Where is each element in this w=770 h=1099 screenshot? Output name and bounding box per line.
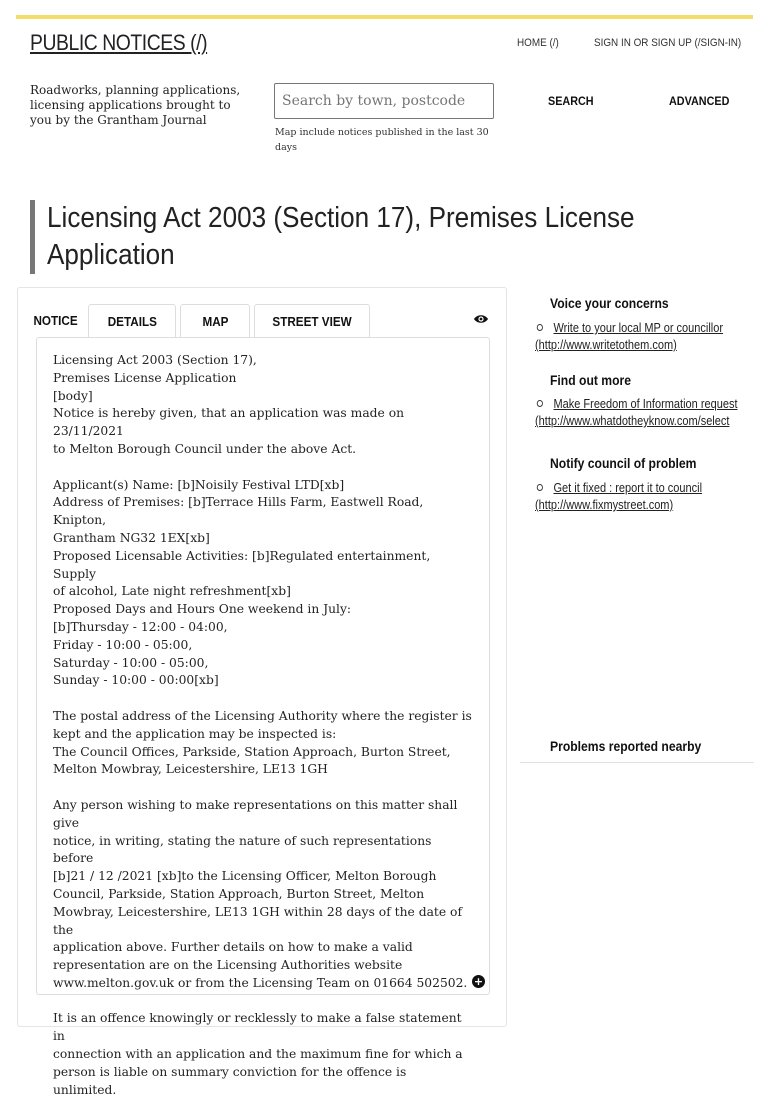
page-title: Licensing Act 2003 (Section 17), Premises License Application xyxy=(47,202,635,271)
fix-my-street-url: (http://www.fixmystreet.com) xyxy=(535,498,674,512)
search-button[interactable]: SEARCH xyxy=(548,94,594,108)
advanced-search-button[interactable]: ADVANCED xyxy=(669,94,730,108)
tab-notice[interactable] xyxy=(27,304,85,338)
bullet-icon xyxy=(537,400,543,407)
site-tagline: Roadworks, planning applications, licensing applications brought to you by the Grantham Journal xyxy=(30,83,241,127)
bullet-icon xyxy=(537,324,543,331)
nav-home-link[interactable]: HOME (/) xyxy=(517,37,559,49)
foi-request-link[interactable] xyxy=(535,396,765,430)
fix-my-street-text: Get it fixed : report it to council xyxy=(553,481,703,495)
tab-details[interactable] xyxy=(88,304,176,338)
problems-nearby-heading: Problems reported nearby xyxy=(550,739,702,754)
tab-map-label: MAP xyxy=(201,314,228,329)
tab-details-label: DETAILS xyxy=(107,314,157,329)
tab-map[interactable] xyxy=(180,304,250,338)
page-title-block xyxy=(30,200,737,274)
search-note: Map include notices published in the last 30 days xyxy=(275,127,489,153)
tab-street-view[interactable] xyxy=(254,304,370,338)
write-to-them-link[interactable] xyxy=(535,320,765,354)
foi-request-url: (http://www.whatdotheyknow.com/select xyxy=(535,414,730,428)
notify-council-heading: Notify council of problem xyxy=(550,456,697,471)
foi-request-text: Make Freedom of Information request xyxy=(553,397,738,411)
tab-street-view-label: STREET VIEW xyxy=(272,314,352,329)
plus-circle-icon[interactable]: + xyxy=(473,975,484,988)
bullet-icon xyxy=(537,484,543,491)
tab-notice-label: NOTICE xyxy=(33,313,79,328)
notice-text: Licensing Act 2003 (Section 17), Premises License Application [body] Notice is hereby given, that an application was made on 23/11/2021 to Melton Borough Council under the above Act. Applicant(s) Name: [b]Noisily Festival LTD[xb] Address of Premises: [b]Terrace Hills Farm, Eastwell Road, Knipton, Grantham NG32 1EX[xb] Proposed Licensable Activities: [b]Regulated entertainment, Supply of alcohol, Late night refreshment[xb] Proposed Days and Hours One weekend in July: [b]Thursday - 12:00 - 04:00, Friday - 10:00 - 05:00, Saturday - 10:00 - 05:00, Sunday - 10:00 - 00:00[xb] The postal address of the Licensing Authority where the register is kept and the application may be inspected is: The Council Offices, Parkside, Station Approach, Burton Street, Melton Mowbray, Leicestershire, LE13 1GH Any person wishing to make representations on this matter shall give notice, in writing, stating the nature of such representations before [b]21 / 12 /2021 [xb]to the Licensing Officer, Melton Borough Council, Parkside, Station Approach, Burton Street, Melton Mowbray, Leicestershire, LE13 1GH within 28 days of the date of the application above. Further details on how to make a valid representation are on the Licensing Authorities website www.melton.gov.uk or from the Licensing Team on 01664 502502. It is an offence knowingly or recklessly to make a false statement in connection with an application and the maximum fine for which a person is liable on summary conviction for the offence is unlimited. xyxy=(36,337,490,995)
fix-my-street-link[interactable] xyxy=(535,480,765,514)
nav-sign-in-link[interactable]: SIGN IN OR SIGN UP (/SIGN-IN) xyxy=(594,37,742,49)
find-out-more-heading: Find out more xyxy=(550,373,631,388)
site-title-link[interactable]: PUBLIC NOTICES (/) xyxy=(30,30,208,55)
write-to-them-text: Write to your local MP or councillor xyxy=(553,321,724,335)
top-accent-bar xyxy=(16,15,753,19)
eye-icon[interactable] xyxy=(473,313,489,325)
voice-concerns-heading: Voice your concerns xyxy=(550,296,669,311)
sidebar-divider xyxy=(520,762,754,763)
write-to-them-url: (http://www.writetothem.com) xyxy=(535,338,677,352)
search-input[interactable] xyxy=(274,83,494,119)
